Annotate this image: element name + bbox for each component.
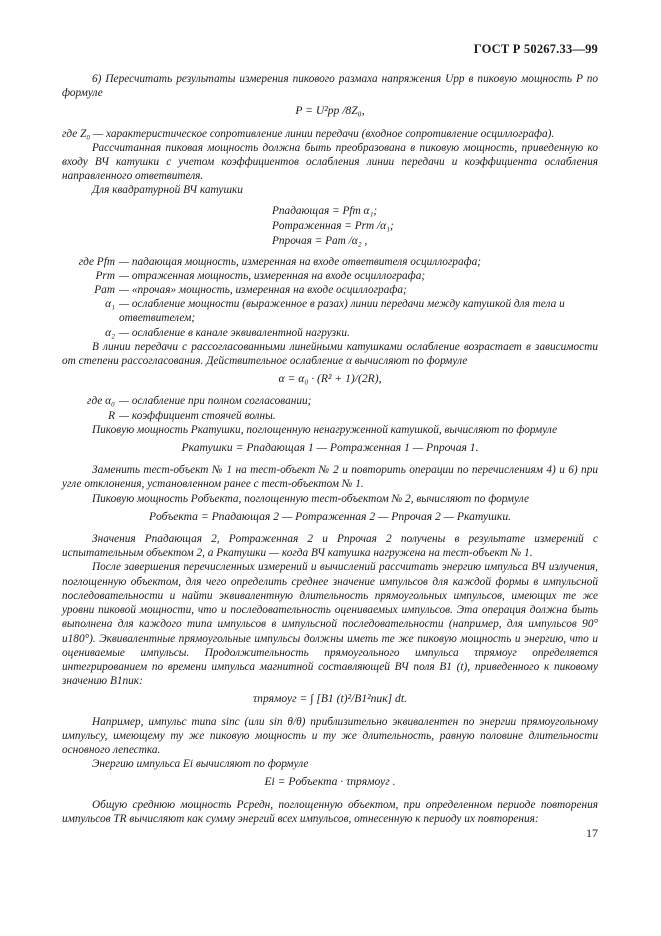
definition-row: [62, 255, 598, 269]
formula-block-quadrature: [272, 204, 598, 249]
paragraph-sinc-example: Например, импульс типа sinc (или sin θ/θ) приблизительно эквивалентен по энергии прямоугольному импульсу, имеющему ту же пиковую мощность и ту же длительность, равную половине длительности основного лепестка.: [62, 715, 598, 756]
definition-text: — отраженная мощность, измеренная на входе осциллографа;: [119, 269, 426, 282]
paragraph-quadrature-coil: Для квадратурной ВЧ катушки: [92, 184, 243, 197]
definition-symbol: α₂: [105, 326, 115, 339]
formula-reflected: Pотраженная = Prm /α₁;: [272, 219, 394, 232]
paragraph-replace-object: Заменить тест-объект № 1 на тест-объект № 2 и повторить операции по перечислениям 4) и 6) при угле отклонения, установленном ранее с тест-объектом № 1.: [62, 464, 598, 491]
definition-row: [62, 326, 598, 340]
paragraph-coil-power: Пиковую мощность Pкатушки, поглощенную ненагруженной катушкой, вычисляют по формуле: [92, 423, 558, 436]
paragraph-pulse-energy: Энергию импульса Ei вычисляют по формуле: [92, 758, 309, 771]
definition-symbol: Prm: [95, 269, 115, 282]
definition-symbol: Pam: [94, 284, 115, 297]
paragraph-object-power: Пиковую мощность Pобъекта, поглощенную тест-объектом № 2, вычисляют по формуле: [92, 492, 529, 505]
definition-continuation: ответвителем;: [119, 312, 196, 325]
definition-row: [62, 269, 598, 283]
definition-row: [62, 409, 598, 423]
paragraph-z0-definition: где Z₀ — характеристическое сопротивление линии передачи (входное сопротивление осциллографа).: [62, 127, 555, 140]
definition-symbol: где Pfm: [78, 255, 115, 268]
definitions-list-attenuation: [62, 394, 598, 422]
formula-attenuation: α = α₀ · (R² + 1)/(2R),: [278, 372, 382, 386]
paragraph-average-power: Общую среднюю мощность Pсредн, поглощенную объектом, при определенном периоде повторения импульсов TR вычисляют как сумму энергий всех импульсов, отнесенную к периоду их повторения:: [62, 798, 598, 825]
definition-symbol: α₁: [105, 298, 115, 311]
formula-pulse-energy: Ei = Pобъекта · τпрямоуг .: [264, 775, 396, 789]
paragraph-values: Значения Pпадающая 2, Pотраженная 2 и Pпрочая 2 получены в результате измерений с испытательным объектом 2, а Pкатушки — когда ВЧ катушка нагружена на тест-объект № 1.: [62, 533, 598, 560]
definition-symbol: R: [108, 409, 115, 422]
formula-coil-power: Pкатушки = Pпадающая 1 — Pотраженная 1 — Pпрочая 1.: [181, 441, 479, 455]
definition-row: [62, 297, 598, 311]
paragraph-recalc: 6) Пересчитать результаты измерения пикового размаха напряжения Upp в пиковую мощность P по формуле: [62, 73, 598, 100]
definition-text: — «прочая» мощность, измеренная на входе осциллографа;: [119, 284, 407, 297]
formula-object-power: Pобъекта = Pпадающая 2 — Pотраженная 2 — Pпрочая 2 — Pкатушки.: [148, 509, 512, 523]
definition-text: — ослабление в канале эквивалентной нагрузки.: [119, 326, 350, 339]
definition-text: — ослабление мощности (выраженное в разах) линии передачи между катушкой для тела и: [119, 298, 565, 311]
definition-text: — ослабление при полном согласовании;: [119, 395, 312, 408]
page-number: 17: [586, 826, 598, 840]
formula-incident: Pпадающая = Pfm α₁;: [272, 204, 378, 217]
definition-symbol: где α₀: [87, 395, 115, 408]
definition-row: [62, 283, 598, 297]
paragraph-calculated-power: Рассчитанная пиковая мощность должна быть преобразована в пиковую мощность, приведенную ко входу ВЧ катушки с учетом коэффициентов ослабления линии передачи и коэффициента ослабления направленного ответвителя.: [62, 141, 598, 183]
formula-other: Pпрочая = Pam /α₂ ,: [272, 234, 368, 247]
definitions-list-powers: [62, 255, 598, 340]
document-body: [62, 72, 598, 826]
document-code-header: ГОСТ Р 50267.33—99: [473, 42, 598, 56]
definition-row: [62, 394, 598, 408]
formula-rect-pulse-duration: τпрямоуг = ∫ [B1 (t)²/B1²пик] dt.: [253, 692, 407, 706]
definition-text: — падающая мощность, измеренная на входе ответвителя осциллографа;: [119, 255, 482, 268]
paragraph-pulse-energy-procedure: После завершения перечисленных измерений и вычислений рассчитать энергию импульса ВЧ излучения, поглощенную объектом, для чего определить среднее значение импульсов для каждой формы в импульсной последовательности и найти эквивалентную длительность прямоугольных импульсов, имеющих те же уровни пиковой мощности, что и последовательность оцениваемых импульсов. Эта операция должна быть выполнена для каждого типа импульсов в импульсной последовательности (например, для импульсов 90° и180°). Эквивалентные прямоугольные импульсы должны иметь те же пиковую мощность и энергию, что и оцениваемые импульсы. Продолжительность прямоугольного импульса τпрямоуг определяется интегрированием по времени импульса магнитной составляющей ВЧ поля B1 (t), приведенного к пиковому значению B1пик:: [62, 561, 598, 688]
definition-text: — коэффициент стоячей волны.: [119, 409, 276, 422]
paragraph-attenuation: В линии передачи с рассогласованными линейными катушками ослабление возрастает в зависимости от степени рассогласования. Действительное ослабление α вычисляют по формуле: [62, 340, 598, 368]
formula-peak-power: P = U²pp /8Z₀,: [295, 104, 365, 118]
